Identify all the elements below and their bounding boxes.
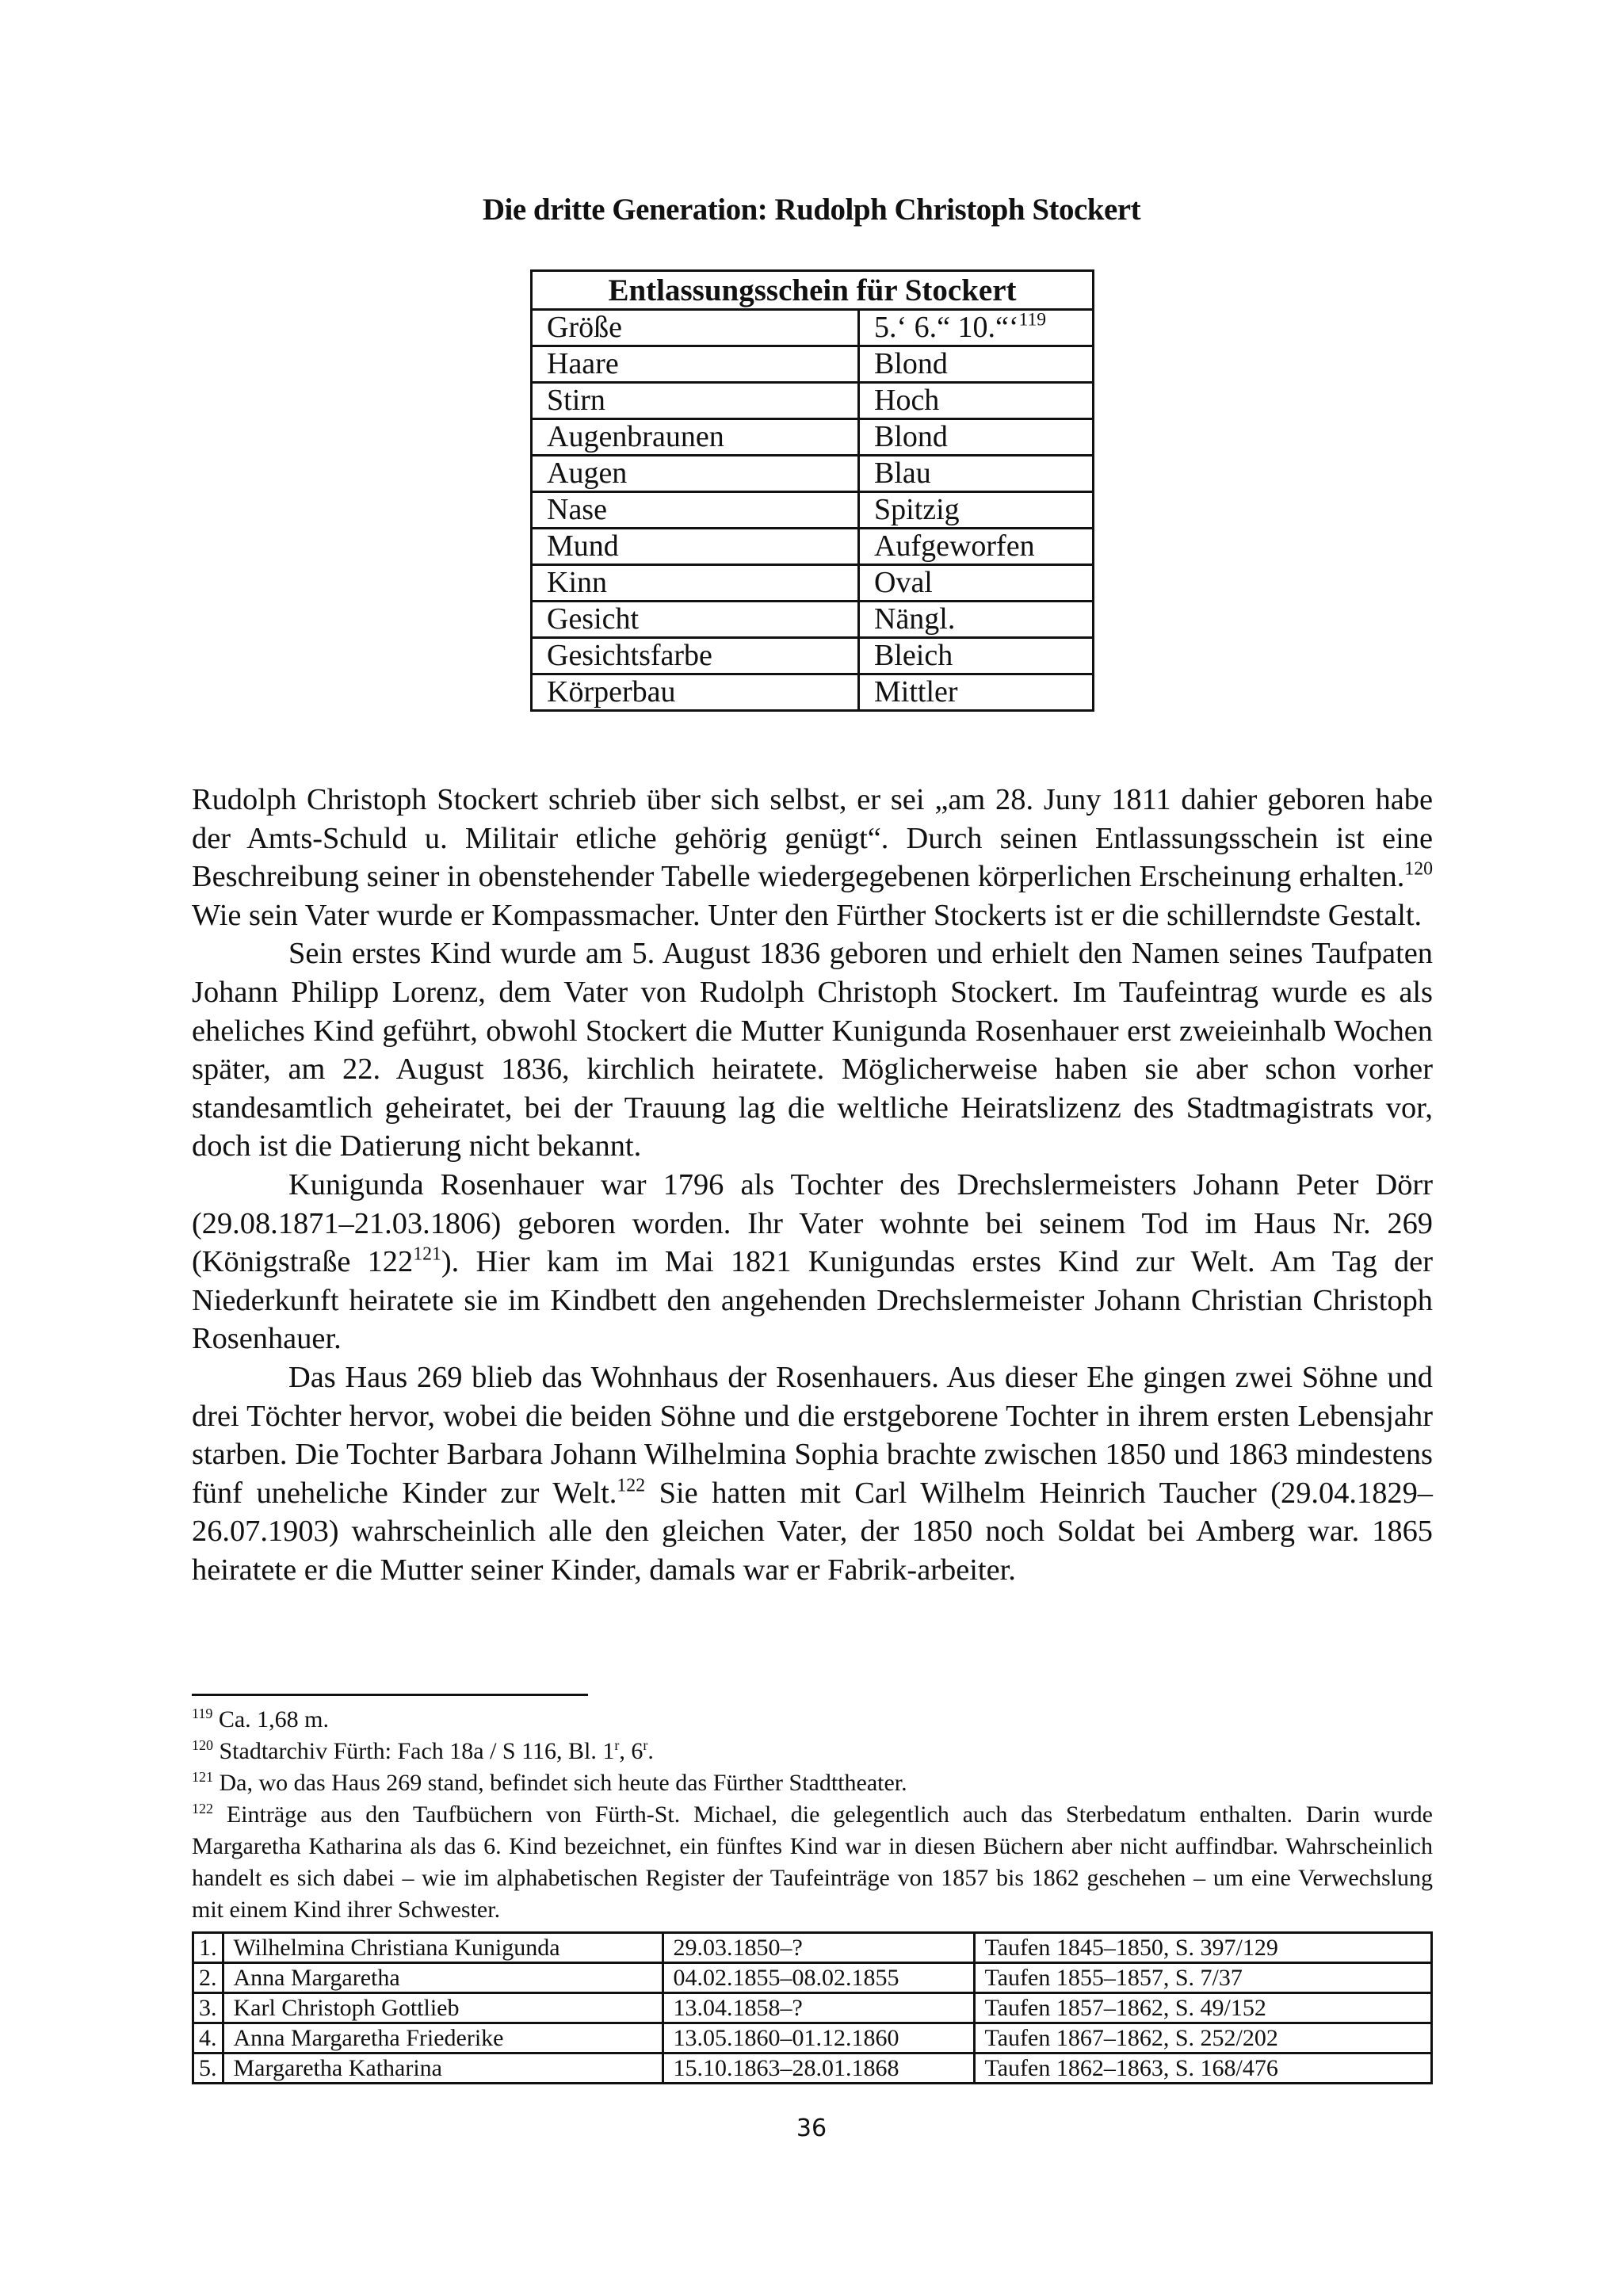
row-label: Augenbraunen	[532, 419, 859, 456]
table-row	[532, 346, 1094, 383]
table-row	[532, 602, 1094, 638]
page-number: 36	[796, 2115, 827, 2142]
row-label: Gesichtsfarbe	[532, 638, 859, 674]
table-row	[532, 310, 1094, 346]
row-value: Blond	[859, 419, 1094, 456]
footnote-ref[interactable]: 119	[1018, 309, 1046, 330]
footnote: $^{122}$ Einträge aus den Taufbüchern von Fürth-St. Michael, die gelegentlich auch das Sterbedatum enthalten. Darin wurde Margaretha Katharina als das 6. Kind bezeichnet, ein fünftes Kind war in diesen Büchern aber nicht auffindbar. Wahrscheinlich handelt es sich dabei – wie im alphabetischen Register der Taufeinträge von 1857 bis 1862 geschehen – um eine Verwechslung mit einem Kind ihrer Schwester.	[192, 1800, 1433, 1923]
footnotes	[192, 1704, 1433, 1926]
row-label: Körperbau	[532, 674, 859, 711]
footnote: $^{121}$ Da, wo das Haus 269 stand, befindet sich heute das Fürther Stadttheater.	[192, 1768, 907, 1796]
table-row: 1. Wilhelmina Christiana Kunigunda 29.03.1850–? Taufen 1845–1850, S. 397/129	[193, 1933, 1432, 1963]
paragraph: Kunigunda Rosenhauer war 1796 als Tochter des Drechslermeisters Johann Peter Dörr (29.08.1871–21.03.1806) geboren worden. Ihr Vater wohnte bei seinem Tod im Haus Nr. 269 (Königstraße $122^{121}$). Hier kam im Mai 1821 Kunigundas erstes Kind zur Welt. Am Tag der Niederkunft heiratete sie im Kindbett den angehenden Drechslermeister Johann Christian Christoph Rosenhauer.	[192, 1167, 1433, 1356]
row-label: Kinn	[532, 565, 859, 602]
table-row	[532, 492, 1094, 529]
footnote-ref[interactable]: 121	[413, 1244, 441, 1265]
row-value: Mittler	[859, 674, 1094, 711]
row-label: Augen	[532, 456, 859, 492]
table-row	[532, 674, 1094, 711]
row-label: Größe	[532, 310, 859, 346]
footnote: $^{120}$ Stadtarchiv Fürth: Fach 18a / S 116, Bl. 1$^r$, 6$^r$.	[192, 1736, 654, 1764]
row-value: Spitzig	[859, 492, 1094, 529]
table-header-row	[532, 271, 1094, 310]
paragraph: Das Haus 269 blieb das Wohnhaus der Rosenhauers. Aus dieser Ehe gingen zwei Söhne und drei Töchter hervor, wobei die beiden Söhne und die erstgeborene Tochter in ihrem ersten Lebensjahr starben. Die Tochter Barbara Johann Wilhelmina Sophia brachte zwischen 1850 und 1863 mindestens fünf uneheliche Kinder zur Welt.$^{122}$ Sie hatten mit Carl Wilhelm Heinrich Taucher (29.04.1829–26.07.1903) wahrscheinlich alle den gleichen Vater, der 1850 noch Soldat bei Amberg war. 1865 heiratete er die Mutter seiner Kinder, damals war er Fabrik-arbeiter.	[192, 1360, 1433, 1587]
row-label: Nase	[532, 492, 859, 529]
footnote-ref[interactable]: 120	[1404, 858, 1433, 880]
table-row	[532, 638, 1094, 674]
footnote-ref[interactable]: 122	[617, 1474, 646, 1496]
section-title: Die dritte Generation: Rudolph Christoph Stockert	[482, 193, 1141, 227]
row-label: Haare	[532, 346, 859, 383]
table-row	[532, 419, 1094, 456]
discharge-description-table	[530, 269, 1094, 712]
paragraph: Sein erstes Kind wurde am 5. August 1836 geboren und erhielt den Namen seines Taufpaten Johann Philipp Lorenz, dem Vater von Rudolph Christoph Stockert. Im Taufeintrag wurde es als eheliches Kind geführt, obwohl Stockert die Mutter Kunigunda Rosenhauer erst zweieinhalb Wochen später, am 22. August 1836, kirchlich heiratete. Möglicherweise haben sie aber schon vorher standesamtlich geheiratet, bei der Trauung lag die weltliche Heiratslizenz des Stadtmagistrats vor, doch ist die Datierung nicht bekannt.	[192, 937, 1433, 1163]
children-table	[192, 1931, 1433, 2084]
row-value: Aufgeworfen	[859, 529, 1094, 565]
paragraph: Rudolph Christoph Stockert schrieb über sich selbst, er sei „am 28. Juny 1811 dahier geboren habe der Amts-Schuld u. Militair etliche gehörig genügt“. Durch seinen Entlassungsschein ist eine Beschreibung seiner in obenstehender Tabelle wiedergegebenen körperlichen Erscheinung erhalten.$^{120}$ Wie sein Vater wurde er Kompassmacher. Unter den Fürther Stockerts ist er die schillerndste Gestalt.	[192, 783, 1433, 932]
row-value: Oval	[859, 565, 1094, 602]
table-row	[532, 529, 1094, 565]
row-value: Nängl.	[859, 602, 1094, 638]
body-text	[192, 781, 1433, 1589]
table-row	[532, 383, 1094, 419]
row-label: Mund	[532, 529, 859, 565]
row-label: Gesicht	[532, 602, 859, 638]
table-row: 2. Anna Margaretha 04.02.1855–08.02.1855 Taufen 1855–1857, S. 7/37	[193, 1963, 1432, 1993]
row-value: Hoch	[859, 383, 1094, 419]
table-row	[532, 565, 1094, 602]
row-label: Stirn	[532, 383, 859, 419]
table-row: 5. Margaretha Katharina 15.10.1863–28.01.1868 Taufen 1862–1863, S. 168/476	[193, 2053, 1432, 2084]
table-row: 4. Anna Margaretha Friederike 13.05.1860–01.12.1860 Taufen 1867–1862, S. 252/202	[193, 2023, 1432, 2053]
table-row: 3. Karl Christoph Gottlieb 13.04.1858–? Taufen 1857–1862, S. 49/152	[193, 1993, 1432, 2023]
footnote: $^{119}$ Ca. 1,68 m.	[192, 1705, 330, 1733]
table-row	[532, 456, 1094, 492]
row-value: Blond	[859, 346, 1094, 383]
row-value: Bleich	[859, 638, 1094, 674]
row-value: Blau	[859, 456, 1094, 492]
row-value: 5.‘ 6.“ 10.“‘$^{119}$	[859, 310, 1094, 346]
footnote-divider	[192, 1694, 588, 1696]
table-header: Entlassungsschein für Stockert	[532, 271, 1094, 310]
